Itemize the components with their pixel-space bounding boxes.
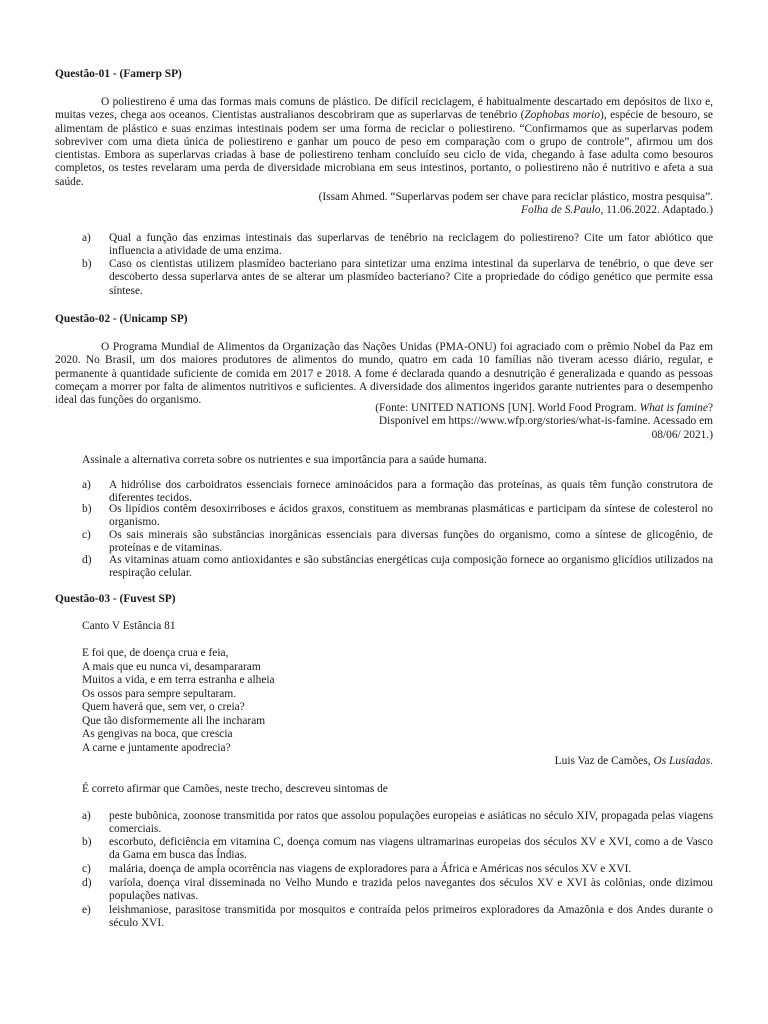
question-2-title: Questão-02 - (Unicamp SP) xyxy=(55,313,188,325)
question-2-item-c xyxy=(55,529,713,556)
question-1-text-part1: O poliestireno é uma das formas mais comuns de plástico. De difícil reciclagem, é habitualmente descartado em depósitos de lixo e, muitas vezes, chega aos oceanos. Cientistas australianos descobriram que as superlarvas de tenébrio ( xyxy=(55,96,713,122)
source-part2: ? Disponível em https://www.wfp.org/stories/what-is-famine. Acessado em 08/06/ 2021.) xyxy=(378,402,713,441)
question-1-source-line2 xyxy=(521,204,713,217)
question-3-item-d xyxy=(55,877,713,904)
item-letter: a) xyxy=(82,479,91,491)
item-text: escorbuto, deficiência em vitamina C, doença comum nas viagens ultramarinas europeias dos séculos XV e XVI, como a de Vasco da Gama em busca das Índias. xyxy=(109,836,713,862)
question-1-item-b xyxy=(55,258,713,298)
species-name: Zophobas morio xyxy=(524,109,601,122)
item-letter: a) xyxy=(82,232,91,244)
item-text: Qual a função das enzimas intestinais das superlarvas de tenébrio na reciclagem do poliestireno? Cite um fator abiótico que influencia a atividade de uma enzima. xyxy=(109,232,713,258)
poem xyxy=(82,647,275,755)
item-letter: e) xyxy=(82,904,91,916)
question-2-item-a xyxy=(55,479,713,506)
item-text: varíola, doença viral disseminada no Velho Mundo e trazida pelos navegantes dos séculos XV e XVI às colônias, onde dizimou populações nativas. xyxy=(109,877,713,903)
poem-attribution xyxy=(555,755,713,768)
item-text: A hidrólise dos carboidratos essenciais fornece aminoácidos para a formação das proteínas, as quais têm função construtora de diferentes tecidos. xyxy=(109,479,713,505)
poem-line: A mais que eu nunca vi, desampararam xyxy=(82,660,261,673)
source-date: , 11.06.2022. Adaptado.) xyxy=(600,204,713,216)
question-3-item-c xyxy=(55,863,713,876)
question-1-text xyxy=(55,96,713,189)
item-text: peste bubônica, zoonose transmitida por ratos que assolou populações europeias e asiáticas no século XIV, propagada pelas viagens comerciais. xyxy=(109,810,713,836)
item-letter: b) xyxy=(82,836,92,848)
item-text: leishmaniose, parasitose transmitida por mosquitos e contraída pelos primeiros exploradores da Amazônia e dos Andes durante o século XVI. xyxy=(109,904,713,930)
question-3-item-b xyxy=(55,836,713,863)
poem-line: As gengivas na boca, que crescia xyxy=(82,728,233,740)
poem-line: Quem haverá que, sem ver, o creia? xyxy=(82,701,245,713)
question-3-title: Questão-03 - (Fuvest SP) xyxy=(55,593,176,605)
item-text: Caso os cientistas utilizem plasmídeo bacteriano para sintetizar uma enzima intestinal da superlarva de tenébrio, o que deve ser descoberto dessa superlarva antes de se alterar um plasmídeo bacteriano? Cite a propriedade do código genético que permite essa síntese. xyxy=(109,258,713,297)
item-letter: a) xyxy=(82,810,91,822)
poem-work: Os Lusíadas xyxy=(653,755,711,767)
poem-line: A carne e juntamente apodrecia? xyxy=(82,741,231,754)
source-article-title: What is famine xyxy=(639,402,708,414)
question-2-item-d xyxy=(55,554,713,581)
item-text: Os sais minerais são substâncias inorgânicas essenciais para diversas funções do organismo, como a síntese de glicogênio, de proteínas e de vitaminas. xyxy=(109,529,713,555)
poem-line: Que tão disformemente ali lhe incharam xyxy=(82,714,266,727)
item-letter: d) xyxy=(82,877,92,889)
poem-author: Luis Vaz de Camões, xyxy=(554,755,654,767)
item-letter: b) xyxy=(82,258,92,270)
question-3-item-e xyxy=(55,904,713,931)
poem-work-end: . xyxy=(710,755,713,767)
question-2-text: O Programa Mundial de Alimentos da Organização das Nações Unidas (PMA-ONU) foi agraciado com o prêmio Nobel da Paz em 2020. No Brasil, um dos maiores produtores de alimentos do mundo, quatro em cada 10 famílias não tiveram acesso diário, regular, e permanente à quantidade suficiente de comida em 2017 e 2018. A fome é declarada quando a desnutrição é generalizada e quando as pessoas começam a morrer por falta de alimentos nutritivos e suficientes. A diversidade dos alimentos ingeridos garante nutrientes para o desempenho ideal das funções do organismo. xyxy=(55,341,713,407)
item-letter: b) xyxy=(82,503,92,515)
poem-line: Muitos a vida, e em terra estranha e alheia xyxy=(82,674,275,686)
poem-canto-heading: Canto V Estância 81 xyxy=(82,620,176,632)
source-publication: Folha de S.Paulo xyxy=(521,204,601,216)
question-1-text-part2: ), espécie de besouro, se alimentam de plástico e suas enzimas intestinais podem ser uma forma de reciclar o poliestireno. “Confirmamos que as superlarvas podem sobreviver com uma dieta única de poliestireno e ganhar um pouco de peso em comparação com o grupo de controle”, afirmou um dos cientistas. Embora as superlarvas criadas à base de poliestireno tenham concluído seu ciclo de vida, chegando à fase adulta como besouros completos, os testes revelaram uma perda de diversidade microbiana em seus intestinos, portanto, o poliestireno não é nutritivo e afeta a sua saúde. xyxy=(55,109,713,188)
poem-line: Os ossos para sempre sepultaram. xyxy=(82,687,237,700)
item-text: Os lipídios contêm desoxirriboses e ácidos graxos, constituem as membranas plasmáticas e participam da síntese de colesterol no organismo. xyxy=(109,503,713,529)
question-3-item-a xyxy=(55,810,713,837)
source-part1: (Fonte: UNITED NATIONS [UN]. World Food Program. xyxy=(375,402,640,414)
item-letter: c) xyxy=(82,863,91,875)
item-text: malária, doença de ampla ocorrência nas viagens de exploradores para a África e Américas nos séculos XV e XVI. xyxy=(109,863,632,875)
item-letter: c) xyxy=(82,529,91,541)
question-2-item-b xyxy=(55,503,713,530)
item-letter: d) xyxy=(82,554,92,566)
question-2-prompt: Assinale a alternativa correta sobre os nutrientes e sua importância para a saúde humana. xyxy=(82,454,487,466)
item-text: As vitaminas atuam como antioxidantes e são substâncias energéticas cuja composição fornece ao organismo glicídios utilizados na respiração celular. xyxy=(109,554,713,580)
question-1-source-line1: (Issam Ahmed. “Superlarvas podem ser chave para reciclar plástico, mostra pesquisa”. xyxy=(318,191,713,203)
question-1-title: Questão-01 - (Famerp SP) xyxy=(55,68,182,80)
question-1-item-a xyxy=(55,232,713,259)
poem-line: E foi que, de doença crua e feia, xyxy=(82,647,229,659)
question-3-prompt: É correto afirmar que Camões, neste trecho, descreveu sintomas de xyxy=(82,783,388,795)
question-2-source xyxy=(353,402,713,442)
